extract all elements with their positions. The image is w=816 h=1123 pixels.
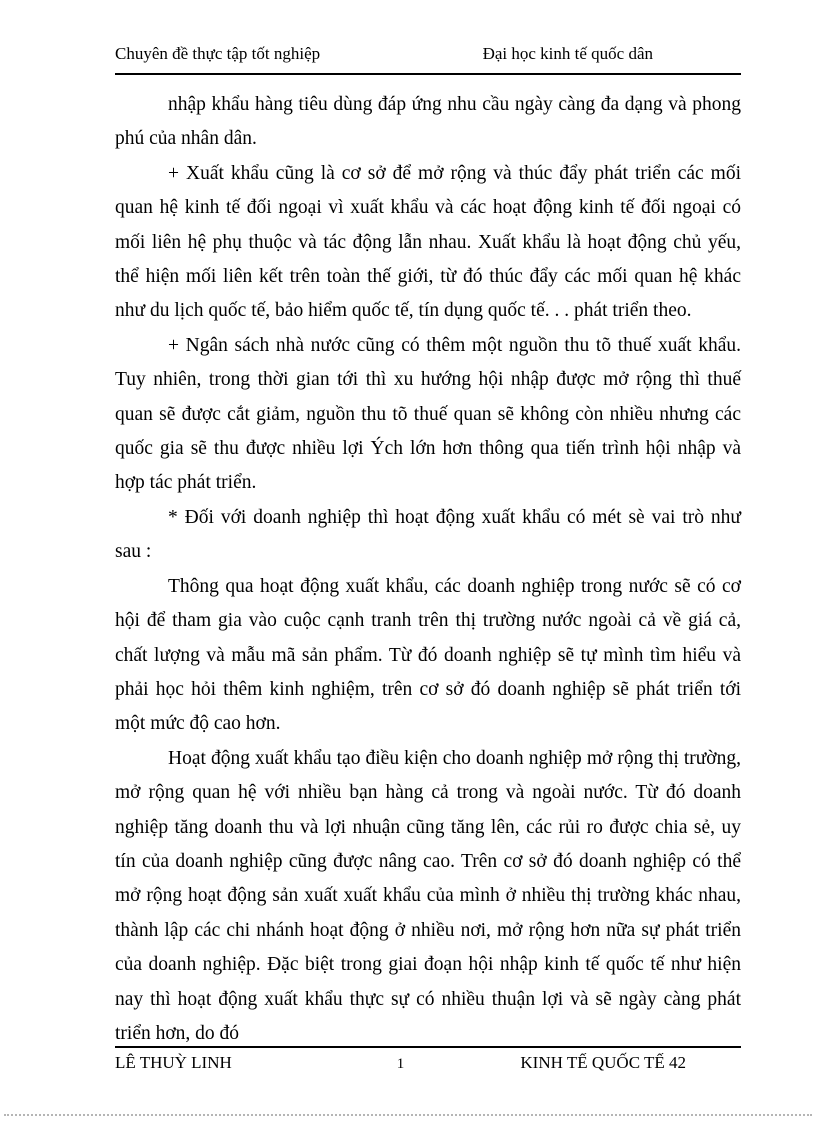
page-number: 1 — [396, 1056, 405, 1072]
page-footer — [115, 1046, 741, 1073]
body-paragraph: + Ngân sách nhà nước cũng có thêm một nguồn thu tõ thuế xuất khẩu. Tuy nhiên, trong thời gian tới thì xu hướng hội nhập được mở rộng thì thuế quan sẽ được cắt giảm, nguồn thu tõ thuế quan sẽ không còn nhiều nhưng các quốc gia sẽ thu được nhiều lợi Ých lớn hơn thông qua tiến trình hội nhập và hợp tác phát triển. — [115, 334, 741, 494]
header-right-title: Đại học kinh tế quốc dân — [482, 44, 653, 63]
header-left-title: Chuyên đề thực tập tốt nghiệp — [115, 44, 321, 63]
body-paragraph: Hoạt động xuất khẩu tạo điều kiện cho doanh nghiệp mở rộng thị trường, mở rộng quan hệ với nhiều bạn hàng cả trong và ngoài nước. Từ đó doanh nghiệp tăng doanh thu và lợi nhuận cũng tăng lên, các rủi ro được chia sẻ, uy tín của doanh nghiệp cũng được nâng cao. Trên cơ sở đó doanh nghiệp có thể mở rộng hoạt động sản xuất xuất khẩu của mình ở nhiều thị trường khác nhau, thành lập các chi nhánh hoạt động ở nhiều nơi, mở rộng hơn nữa sự phát triển của doanh nghiệp. Đặc biệt trong giai đoạn hội nhập kinh tế quốc tế như hiện nay thì hoạt động xuất khẩu thực sự có nhiều thuận lợi và sẽ ngày càng phát triển hơn, do đó — [115, 747, 741, 1044]
body-paragraph: + Xuất khẩu cũng là cơ sở để mở rộng và thúc đẩy phát triển các mối quan hệ kinh tế đối ngoại vì xuất khẩu và các hoạt động kinh tế đối ngoại có mối liên hệ phụ thuộc và tác động lẫn nhau. Xuất khẩu là hoạt động chủ yếu, thể hiện mối liên kết trên toàn thế giới, từ đó thúc đẩy các mối quan hệ khác như du lịch quốc tế, bảo hiểm quốc tế, tín dụng quốc tế. . . phát triển theo. — [115, 162, 741, 322]
body-paragraph: nhập khẩu hàng tiêu dùng đáp ứng nhu cầu ngày càng đa dạng và phong phú của nhân dân. — [115, 94, 741, 150]
body-paragraph: * Đối với doanh nghiệp thì hoạt động xuất khẩu có mét sè vai trò như sau : — [115, 506, 741, 563]
page-edge-dots — [4, 1114, 812, 1116]
body-paragraph: Thông qua hoạt động xuất khẩu, các doanh nghiệp trong nước sẽ có cơ hội để tham gia vào cuộc cạnh tranh trên thị trường nước ngoài cả về giá cả, chất lượng và mẫu mã sản phẩm. Từ đó doanh nghiệp sẽ tự mình tìm hiểu và phải học hỏi thêm kinh nghiệm, trên cơ sở đó doanh nghiệp sẽ phát triển tới một mức độ cao hơn. — [115, 575, 741, 735]
document-body — [115, 88, 741, 1051]
footer-course: KINH TẾ QUỐC TẾ 42 — [520, 1053, 686, 1072]
footer-author: LÊ THUỲ LINH — [115, 1053, 232, 1072]
page-header — [115, 44, 741, 75]
